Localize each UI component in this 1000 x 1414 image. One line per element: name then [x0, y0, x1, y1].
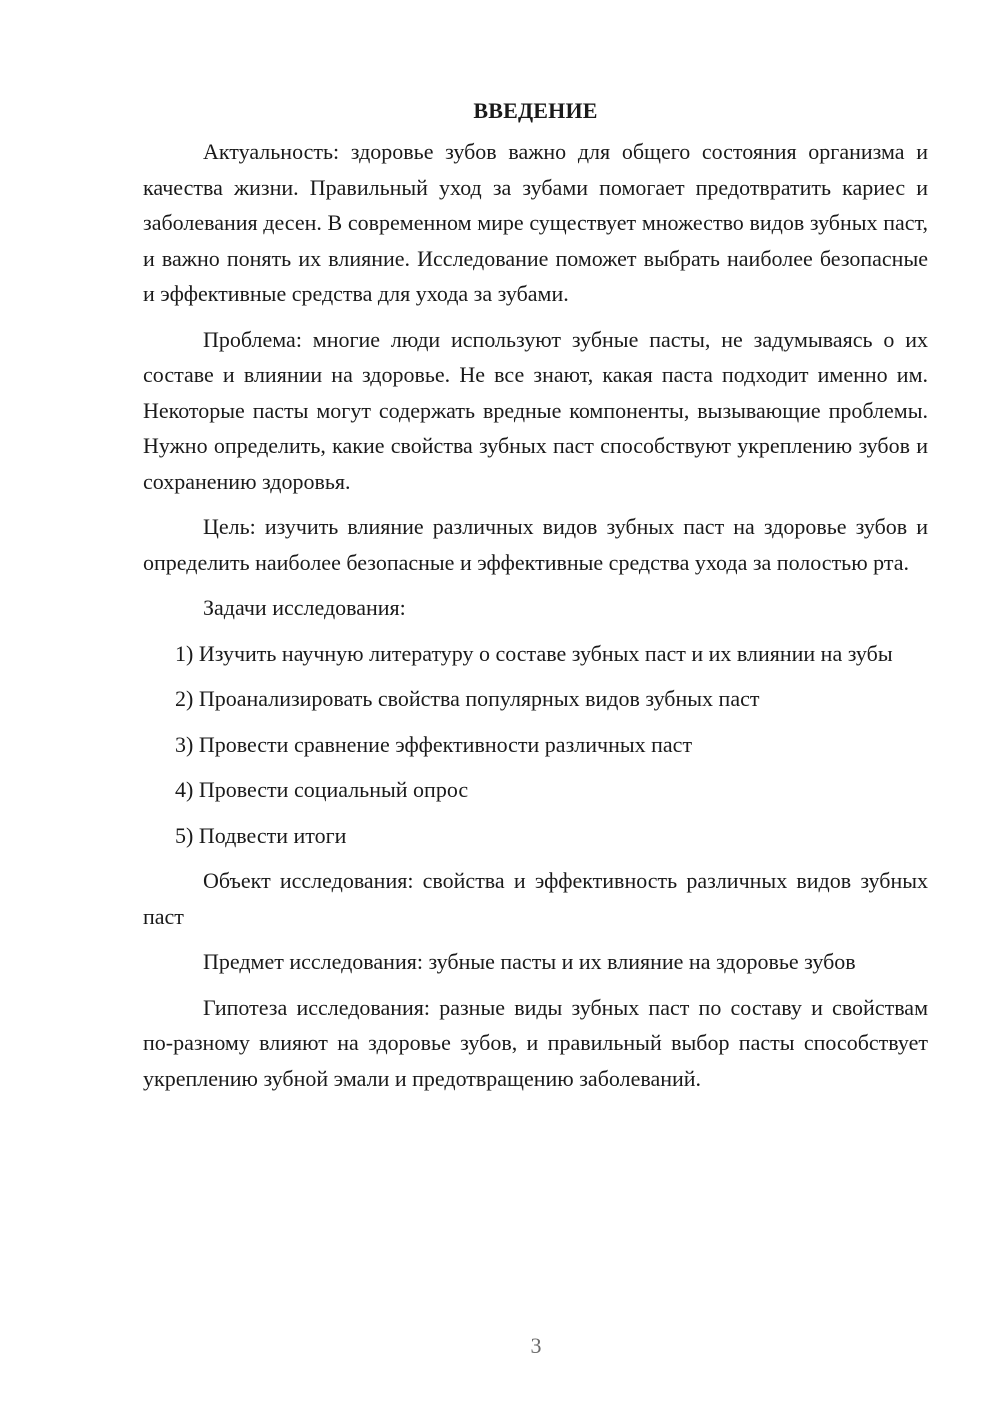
tasks-heading: Задачи исследования: — [203, 595, 406, 620]
task-item-2: 2) Проанализировать свойства популярных видов зубных паст — [175, 686, 760, 711]
page-number: 3 — [530, 1333, 542, 1358]
task-item-5: 5) Подвести итоги — [175, 822, 347, 848]
relevance-paragraph: Актуальность: здоровье зубов важно для общего состояния организма и качества жизни. Правильный уход за зубами помогает предотвратить кариес и заболевания десен. В современном мире существует множество видов зубных паст, и важно понять их влияние. Исследование поможет выбрать наиболее безопасные и эффективные средства для ухода за зубами. — [143, 139, 928, 306]
task-item-1: 1) Изучить научную литературу о составе зубных паст и их влиянии на зубы — [175, 640, 893, 666]
problem-paragraph: Проблема: многие люди используют зубные пасты, не задумываясь о их составе и влиянии на здоровье. Не все знают, какая паста подходит именно им. Некоторые пасты могут содержать вредные компоненты, вызывающие проблемы. Нужно определить, какие свойства зубных паст способствуют укреплению зубов и сохранению здоровья. — [143, 326, 928, 494]
hypothesis-paragraph: Гипотеза исследования: разные виды зубных паст по составу и свойствам по-разному влияют на здоровье зубов, и правильный выбор пасты способствует укреплению зубной эмали и предотвращению заболеваний. — [143, 994, 928, 1091]
object-paragraph: Объект исследования: свойства и эффективность различных видов зубных паст — [143, 868, 928, 929]
goal-paragraph: Цель: изучить влияние различных видов зубных паст на здоровье зубов и определить наиболее безопасные и эффективные средства ухода за полостью рта. — [143, 514, 928, 575]
document-page — [143, 96, 928, 1106]
page-title: ВВЕДЕНИЕ — [473, 98, 598, 123]
task-item-3: 3) Провести сравнение эффективности различных паст — [175, 731, 693, 757]
task-item-4: 4) Провести социальный опрос — [175, 777, 469, 802]
subject-paragraph: Предмет исследования: зубные пасты и их влияние на здоровье зубов — [203, 949, 856, 974]
tasks-list — [143, 636, 928, 854]
